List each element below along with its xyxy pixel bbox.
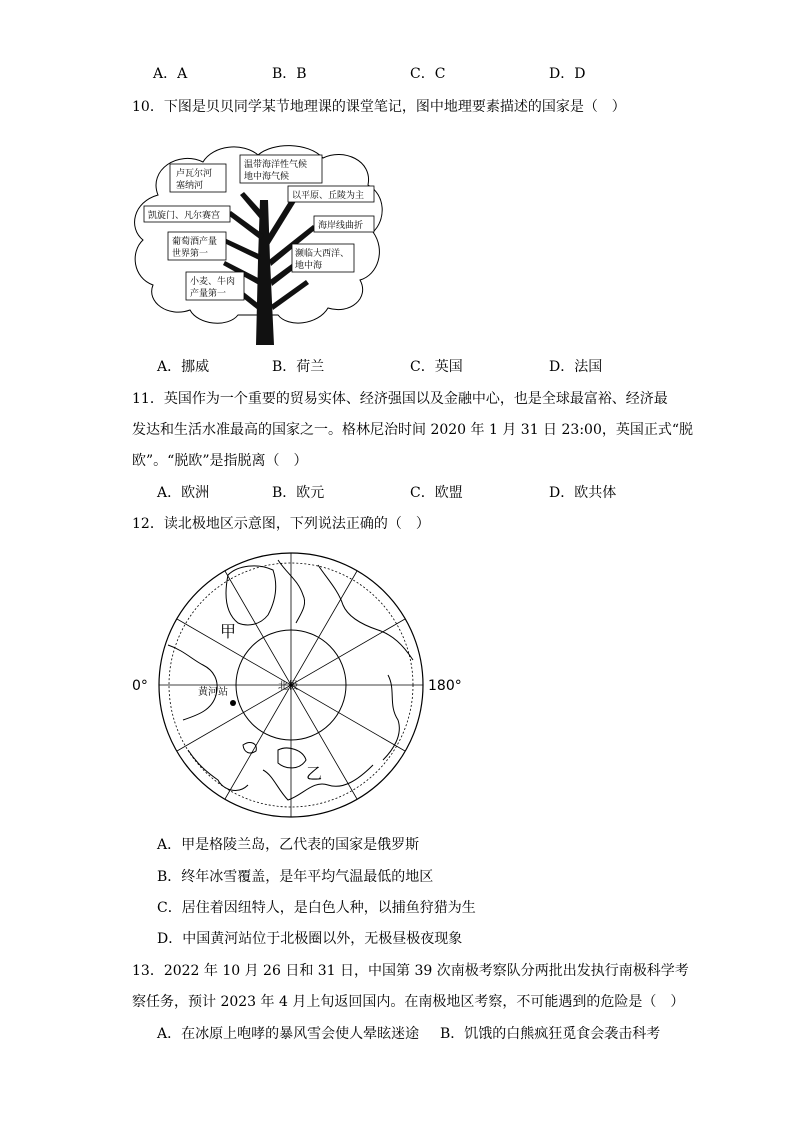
label-coast: 海岸线曲折 (318, 221, 364, 231)
q12-option-b: B．终年冰雪覆盖，是年平均气温最低的地区 (157, 869, 434, 885)
q11-stem-line1: 11．英国作为一个重要的贸易实体、经济强国以及金融中心，也是全球最富裕、经济最 (132, 391, 668, 407)
q12-stem: 12．读北极地区示意图，下列说法正确的（ ） (132, 516, 430, 532)
q11-stem-line3: 欧”。“脱欧”是指脱离（ ） (132, 453, 308, 469)
label-river-2: 塞纳河 (176, 181, 204, 191)
q12-option-a: A．甲是格陵兰岛，乙代表的国家是俄罗斯 (157, 837, 420, 853)
q9-option-a: A．A (153, 66, 188, 82)
q10-option-a: A．挪威 (157, 359, 210, 375)
coastline-island (278, 748, 306, 768)
label-180-degree: 180° (428, 678, 462, 694)
q9-option-b: B．B (272, 66, 307, 82)
label-sea-2: 地中海 (295, 261, 323, 271)
tree-notes-diagram (128, 140, 388, 350)
q11-option-b: B．欧元 (272, 485, 325, 501)
tree-branch (265, 195, 298, 245)
label-crops-1: 小麦、牛肉 (190, 277, 236, 287)
q9-option-c: C．C (410, 66, 446, 82)
q11-option-a: A．欧洲 (157, 485, 210, 501)
q13-option-a: A．在冰原上咆哮的暴风雪会使人晕眩迷途 (157, 1026, 420, 1042)
q13-option-b: B．饥饿的白熊疯狂觅食会袭击科考 (440, 1026, 661, 1042)
tree-trunk (256, 200, 274, 345)
label-sea-1: 濒临大西洋、 (295, 249, 350, 259)
label-jia: 甲 (220, 622, 237, 641)
q13-stem-line2: 察任务，预计 2023 年 4 月上旬返回国内。在南极地区考察，不可能遇到的危险是（ ） (132, 994, 685, 1010)
label-climate-1: 温带海洋性气候 (244, 160, 308, 170)
label-crops-2: 产量第一 (190, 289, 227, 299)
label-north-pole: 北极 (278, 681, 298, 692)
coastline-west (168, 645, 217, 720)
label-0-degree: 0° (132, 678, 148, 694)
q11-option-c: C．欧盟 (410, 485, 463, 501)
arctic-map (128, 545, 468, 825)
q9-option-d: D．D (549, 66, 586, 82)
label-wine-2: 世界第一 (172, 249, 209, 259)
label-climate-2: 地中海气候 (244, 172, 290, 182)
q11-option-d: D．欧共体 (549, 485, 617, 501)
q13-stem-line1: 13．2022 年 10 月 26 日和 31 日，中国第 39 次南极考察队分两批出发执行南极科学考 (132, 963, 689, 979)
q12-option-c: C．居住着因纽特人，是白色人种，以捕鱼狩猎为生 (157, 900, 476, 916)
label-huanghe-station: 黄河站 (198, 687, 228, 698)
q10-option-d: D．法国 (549, 359, 603, 375)
q10-option-b: B．荷兰 (272, 359, 325, 375)
q12-option-d: D．中国黄河站位于北极圈以外，无极昼极夜现象 (157, 931, 463, 947)
coastline-northeast (318, 565, 413, 660)
label-yi: 乙 (306, 764, 323, 783)
q11-stem-line2: 发达和生活水准最高的国家之一。格林尼治时间 2020 年 1 月 31 日 23:00，英国正式“脱 (132, 422, 694, 438)
station-dot-icon (230, 700, 236, 706)
coastline-east (383, 675, 399, 760)
tree-branch (271, 280, 309, 310)
q10-stem: 10．下图是贝贝同学某节地理课的课堂笔记，图中地理要素描述的国家是（ ） (132, 99, 626, 115)
q10-option-c: C．英国 (410, 359, 463, 375)
label-wine-1: 葡萄酒产量 (172, 237, 218, 247)
label-terrain: 以平原、丘陵为主 (292, 191, 365, 201)
label-landmark: 凯旋门、凡尔赛宫 (148, 211, 221, 221)
coastline-southwest (188, 750, 248, 790)
label-river-1: 卢瓦尔河 (176, 169, 213, 179)
